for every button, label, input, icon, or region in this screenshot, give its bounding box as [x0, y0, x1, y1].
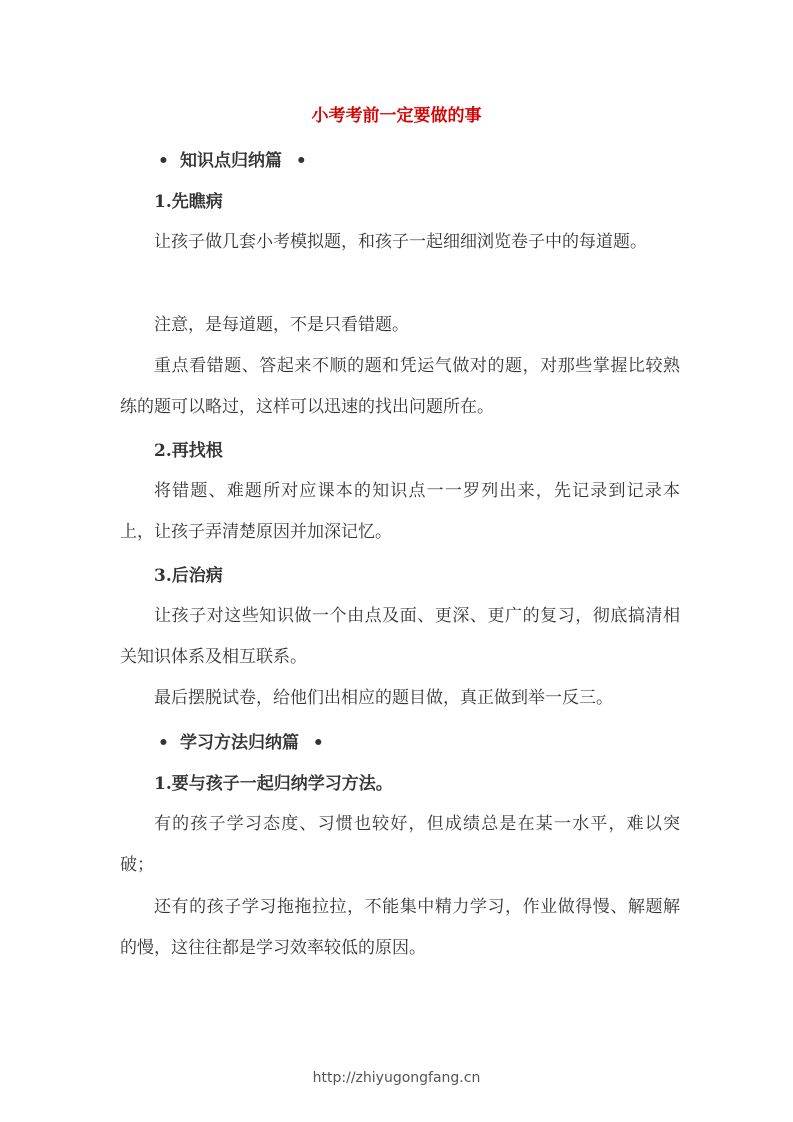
bullet-icon: • [158, 151, 169, 171]
section-heading-method [158, 730, 324, 756]
subheading: 1.要与孩子一起归纳学习方法。 [154, 774, 393, 794]
paragraph: 有的孩子学习态度、习惯也较好，但成绩总是在某一水平，难以突破； [120, 814, 680, 875]
bullet-icon: • [158, 733, 169, 753]
subheading: 3.后治病 [154, 566, 223, 586]
section-heading-label: 知识点归纳篇 [180, 151, 282, 171]
paragraph: 注意，是每道题，不是只看错题。 [154, 315, 409, 335]
paragraph: 还有的孩子学习拖拖拉拉，不能集中精力学习，作业做得慢、解题解的慢，这往往都是学习效率较低的原因。 [120, 897, 680, 958]
subheading: 2.再找根 [154, 441, 223, 461]
bullet-icon: • [295, 151, 307, 171]
subheading: 1.先瞧病 [154, 192, 223, 212]
section-heading-label: 学习方法归纳篇 [180, 733, 299, 753]
paragraph: 重点看错题、答起来不顺的题和凭运气做对的题，对那些掌握比较熟练的题可以略过，这样可以迅速的找出问题所在。 [120, 356, 680, 417]
bullet-icon: • [312, 733, 324, 753]
paragraph: 最后摆脱试卷，给他们出相应的题目做，真正做到举一反三。 [154, 688, 613, 708]
section-heading-knowledge [158, 148, 307, 174]
paragraph: 让孩子对这些知识做一个由点及面、更深、更广的复习，彻底搞清相关知识体系及相互联系。 [120, 606, 680, 667]
document-title: 小考考前一定要做的事 [311, 106, 482, 126]
paragraph: 让孩子做几套小考模拟题，和孩子一起细细浏览卷子中的每道题。 [154, 232, 647, 252]
footer-url: http://zhiyugongfang.cn [312, 1070, 481, 1086]
paragraph: 将错题、难题所对应课本的知识点一一罗列出来，先记录到记录本上，让孩子弄清楚原因并加深记忆。 [120, 481, 680, 542]
